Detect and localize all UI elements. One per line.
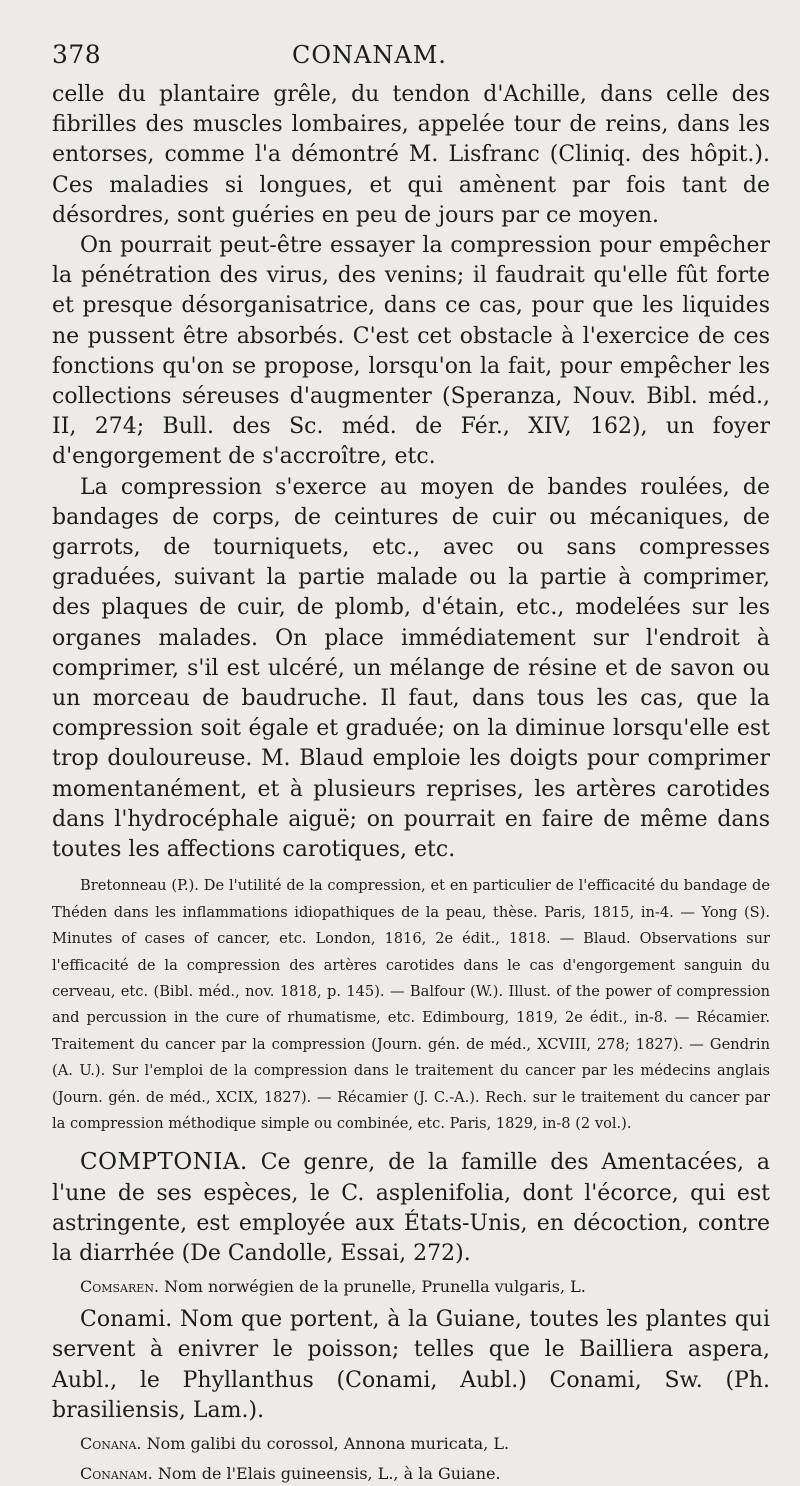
page-header	[52, 40, 770, 80]
entry-comsaren	[52, 1275, 770, 1299]
running-title: CONANAM.	[292, 41, 447, 69]
entry-comptonia	[52, 1147, 770, 1269]
entry-text: Nom galibi du corossol, Annona muricata, L.	[146, 1433, 510, 1453]
entry-head: Conana.	[80, 1433, 142, 1453]
entry-text: Nom norwégien de la prunelle, Prunella vulgaris, L.	[164, 1277, 586, 1297]
bibliography-block: Bretonneau (P.). De l'utilité de la compression, et en particulier de l'efficacité du bandage de Théden dans les inflammations idiopathiques de la peau, thèse. Paris, 1815, in-4. — Yong (S). Minutes of cases of cancer, etc. London, 1816, 2e édit., 1818. — Blaud. Observations sur l'efficacité de la compression des artères carotides dans le cas d'engorgement sanguin du cerveau, etc. (Bibl. méd., nov. 1818, p. 145). — Balfour (W.). Illust. of the power of compression and percussion in the cure of rhumatisme, etc. Edimbourg, 1819, 2e édit., in-8. — Récamier. Traitement du cancer par la compression (Journ. gén. de méd., XCVIII, 278; 1827). — Gendrin (A. U.). Sur l'emploi de la compression dans le traitement du cancer par les médecins anglais (Journ. gén. de méd., XCIX, 1827). — Récamier (J. C.-A.). Rech. sur le traitement du cancer par la compression méthodique simple ou combinée, etc. Paris, 1829, in-8 (2 vol.).	[52, 877, 770, 1132]
entry-head: Conanam.	[80, 1463, 153, 1483]
entry-text: Ce genre, de la famille des Amentacées, a l'une de ses espèces, le C. asplenifolia, dont l'écorce, qui est astringente, est employée aux États-Unis, en décoction, contre la diarrhée (De Candolle, Essai, 272).	[52, 1150, 770, 1266]
entry-text: Nom de l'Elais guineensis, L., à la Guiane.	[157, 1463, 501, 1483]
entry-head: Conami.	[80, 1307, 173, 1333]
entry-conana	[52, 1432, 770, 1456]
page-number: 378	[52, 40, 102, 69]
paragraph-compression-methods: La compression s'exerce au moyen de bandes roulées, de bandages de corps, de ceintures de cuir ou mécaniques, de garrots, de tourniquets, etc., avec ou sans compresses graduées, suivant la partie malade ou la partie à comprimer, des plaques de cuir, de plomb, d'étain, etc., modelées sur les organes malades. On place immédiatement sur l'endroit à comprimer, s'il est ulcéré, un mélange de résine et de savon ou un morceau de baudruche. Il faut, dans tous les cas, que la compression soit égale et graduée; on la diminue lorsqu'elle est trop douloureuse. M. Blaud emploie les doigts pour comprimer momentanément, et à plusieurs reprises, les artères carotides dans l'hydrocéphale aiguë; on pourrait en faire de même dans toutes les affections carotiques, etc.	[52, 474, 770, 863]
entry-conami	[52, 1305, 770, 1426]
entry-text: Nom que portent, à la Guiane, toutes les plantes qui servent à enivrer le poisson; telles que le Bailliera aspera, Aubl., le Phyllanthus (Conami, Aubl.) Conami, Sw. (Ph. brasiliensis, Lam.).	[52, 1307, 770, 1423]
entry-conanam	[52, 1462, 770, 1486]
paragraph-virus-compression: On pourrait peut-être essayer la compression pour empêcher la pénétration des virus, des venins; il faudrait qu'elle fût forte et presque désorganisatrice, dans ce cas, pour que les liquides ne pussent être absorbés. C'est cet obstacle à l'exercice de ces fonctions qu'on se propose, lorsqu'on la fait, pour empêcher les collections séreuses d'augmenter (Speranza, Nouv. Bibl. méd., II, 274; Bull. des Sc. méd. de Fér., XIV, 162), un foyer d'engorgement de s'accroître, etc.	[52, 233, 770, 470]
entry-head: COMPTONIA.	[80, 1149, 248, 1176]
paragraph-continuation: celle du plantaire grêle, du tendon d'Achille, dans celle des fibrilles des muscles lombaires, appelée tour de reins, dans les entorses, comme l'a démontré M. Lisfranc (Cliniq. des hôpit.). Ces maladies si longues, et qui amènent par fois tant de désordres, sont guéries en peu de jours par ce moyen.	[52, 82, 770, 228]
entry-head: Comsaren.	[80, 1277, 160, 1297]
